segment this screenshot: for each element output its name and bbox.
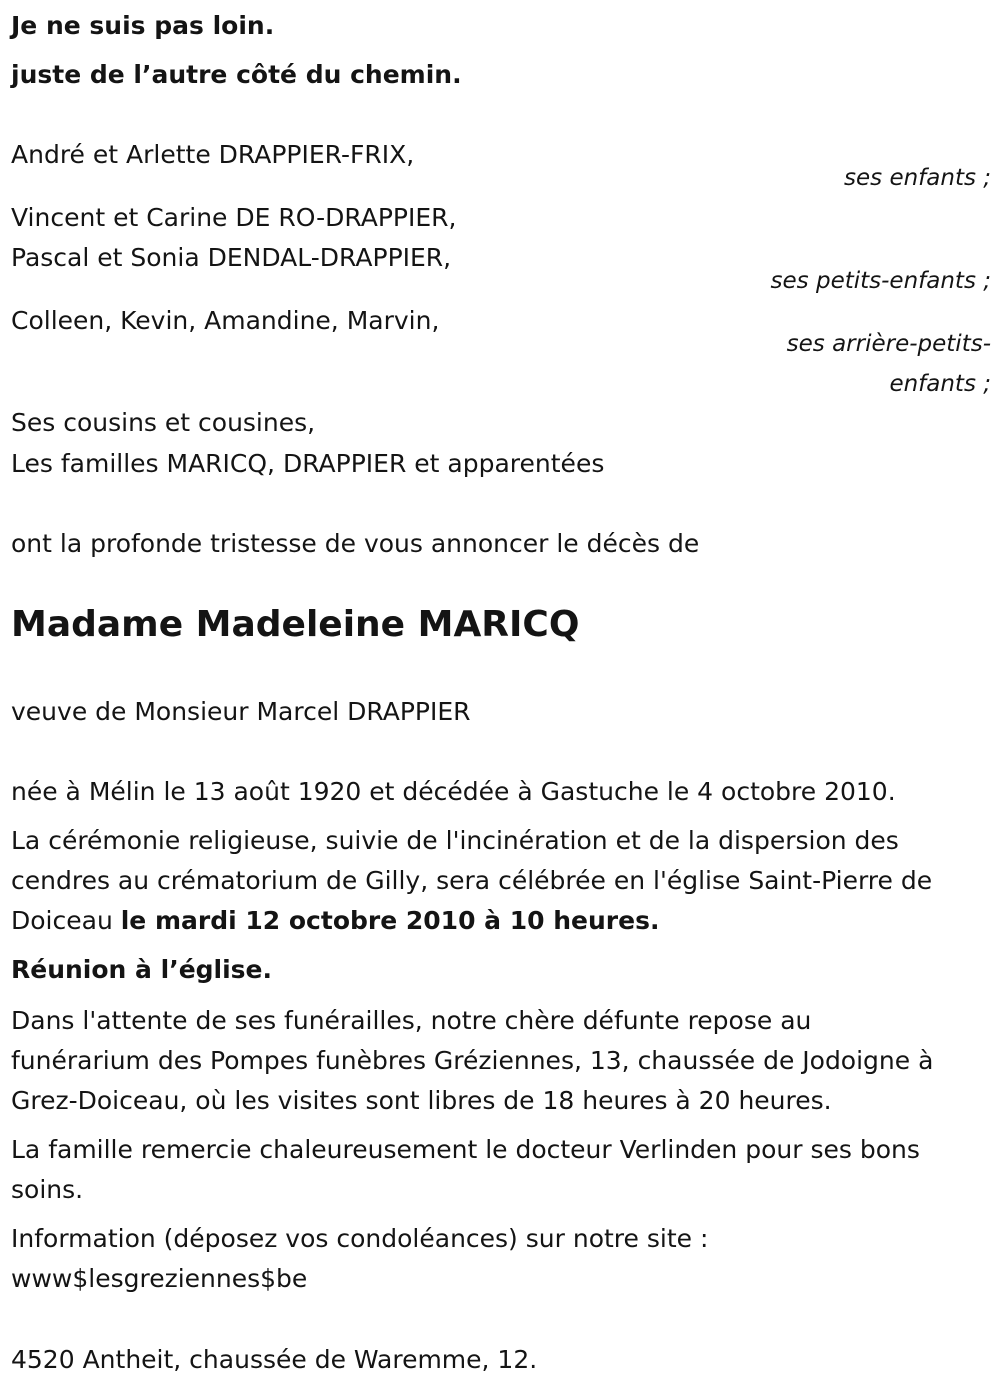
great-grandchildren-role-2: enfants ; (889, 371, 991, 397)
rest-line-3: Grez-Doiceau, où les visites sont libres de 18 heures à 20 heures. (11, 1086, 832, 1115)
ceremony-date-time: le mardi 12 octobre 2010 à 10 heures. (120, 906, 660, 935)
spouse-line: veuve de Monsieur Marcel DRAPPIER (11, 697, 471, 726)
meeting-line: Réunion à l’église. (11, 955, 273, 984)
cousins-line: Ses cousins et cousines, (11, 408, 316, 437)
children-names: André et Arlette DRAPPIER-FRIX, (11, 140, 415, 169)
epigraph-line-1: Je ne suis pas loin. (11, 11, 275, 40)
rest-line-1: Dans l'attente de ses funérailles, notre chère défunte repose au (11, 1006, 812, 1035)
great-grandchildren-names: Colleen, Kevin, Amandine, Marvin, (11, 306, 440, 335)
grandchildren-role: ses petits-enfants ; (770, 268, 991, 294)
deceased-name: Madame Madeleine MARICQ (11, 604, 580, 645)
announcement-line: ont la profonde tristesse de vous annoncer le décès de (11, 529, 700, 558)
children-role: ses enfants ; (844, 165, 991, 191)
ceremony-place: Doiceau (11, 906, 121, 935)
ceremony-line-2: cendres au crématorium de Gilly, sera célébrée en l'église Saint-Pierre de (11, 866, 933, 895)
ceremony-line-3 (11, 904, 659, 938)
address-line: 4520 Antheit, chaussée de Waremme, 12. (11, 1345, 538, 1374)
grandchildren-names-2: Pascal et Sonia DENDAL-DRAPPIER, (11, 243, 452, 272)
epigraph-line-2: juste de l’autre côté du chemin. (11, 60, 462, 89)
rest-line-2: funérarium des Pompes funèbres Gréziennes, 13, chaussée de Jodoigne à (11, 1046, 934, 1075)
families-line: Les familles MARICQ, DRAPPIER et apparentées (11, 449, 605, 478)
thanks-line-2: soins. (11, 1175, 84, 1204)
thanks-line-1: La famille remercie chaleureusement le docteur Verlinden pour ses bons (11, 1135, 920, 1164)
website[interactable]: www$lesgreziennes$be (11, 1264, 308, 1293)
grandchildren-names-1: Vincent et Carine DE RO-DRAPPIER, (11, 203, 457, 232)
info-line-1: Information (déposez vos condoléances) sur notre site : (11, 1224, 709, 1253)
great-grandchildren-role-1: ses arrière-petits- (786, 331, 991, 357)
birth-death-line: née à Mélin le 13 août 1920 et décédée à Gastuche le 4 octobre 2010. (11, 777, 896, 806)
ceremony-line-1: La cérémonie religieuse, suivie de l'incinération et de la dispersion des (11, 826, 899, 855)
